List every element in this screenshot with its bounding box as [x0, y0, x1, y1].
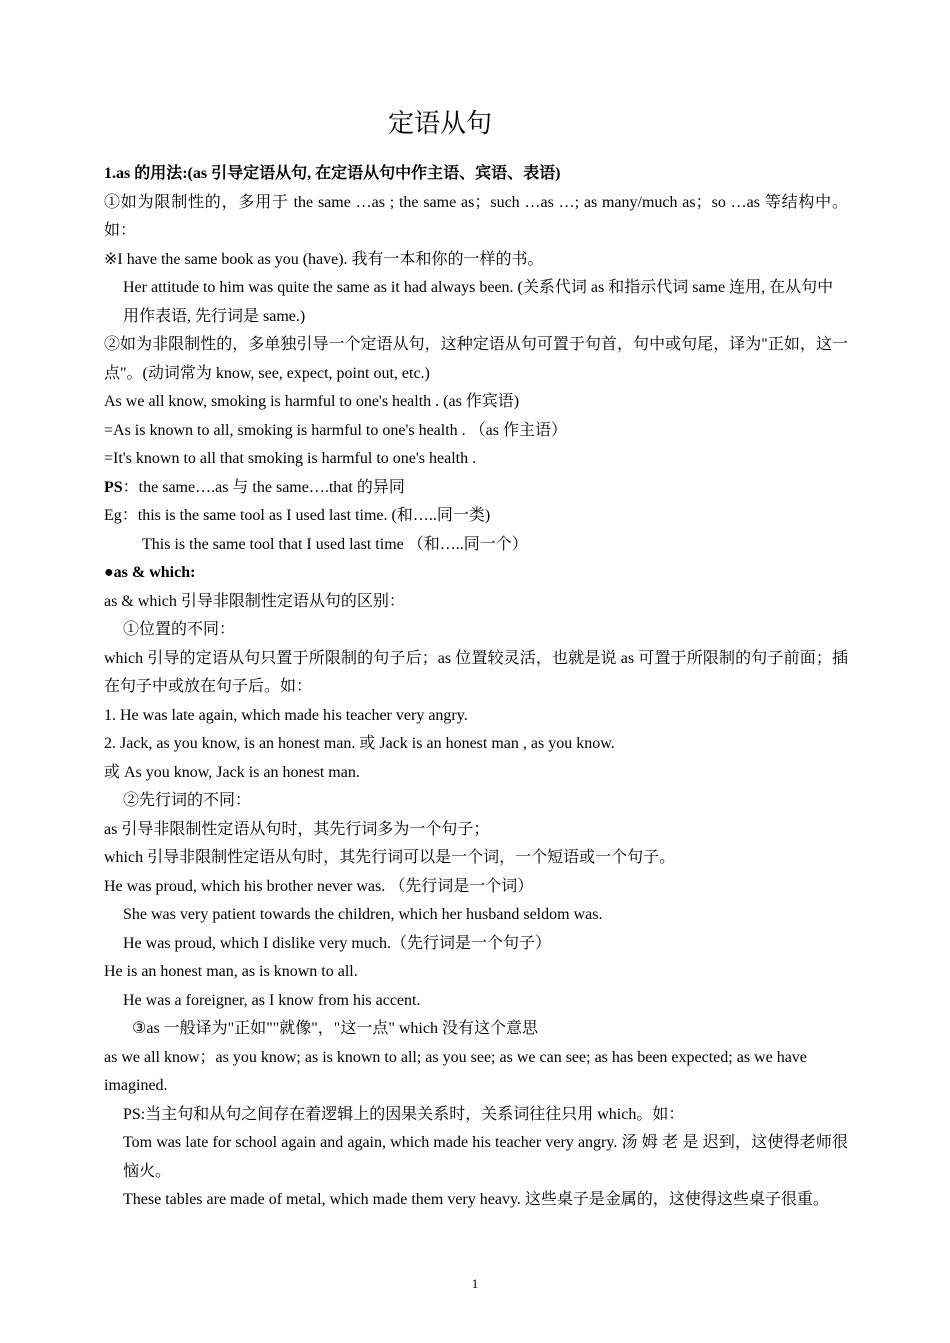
- example-sentence: ※I have the same book as you (have). 我有一本和你的一样的书。: [104, 250, 544, 268]
- paragraph-antecedent-as: as 引导非限制性定语从句时，其先行词多为一个句子；: [104, 820, 490, 838]
- example-sentence-with-note: [104, 274, 848, 331]
- example-sentence: As we all know, smoking is harmful to one's health . (as 作宾语): [104, 393, 520, 410]
- ps-note: [104, 474, 848, 503]
- document-body: [104, 160, 848, 1215]
- example-sentence: He was proud, which I dislike very much.（先行词是一个句子）: [123, 934, 551, 952]
- page-number: 1: [471, 1276, 479, 1291]
- page-title: 定语从句: [387, 109, 492, 138]
- section-heading-as-which: ●as & which:: [104, 564, 196, 581]
- subheading-meaning: ③as 一般译为"正如""就像"，"这一点" which 没有这个意思: [132, 1020, 538, 1037]
- example-sentence: He was a foreigner, as I know from his accent.: [123, 991, 421, 1009]
- example-sentence: =As is known to all, smoking is harmful to one's health . （as 作主语）: [104, 421, 567, 439]
- paragraph-position: which 引导的定语从句只置于所限制的句子后；as 位置较灵活，也就是说 as 可置于所限制的句子前面；插在句子中或放在句子后。如：: [104, 649, 848, 695]
- example-sentence: 或 As you know, Jack is an honest man.: [104, 763, 360, 781]
- example-sentence: He was proud, which his brother never was. （先行词是一个词）: [104, 877, 534, 895]
- example-sentence: This is the same tool that I used last time （和…..同一个）: [142, 535, 528, 553]
- ps-text: ：the same….as 与 the same….that 的异同: [122, 478, 405, 496]
- phrase-list: as we all know；as you know; as is known to all; as you see; as we can see; as has been expected; as we have imagined.: [104, 1048, 807, 1094]
- example-sentence: =It's known to all that smoking is harmful to one's health .: [104, 450, 477, 467]
- paragraph-antecedent-which: which 引导非限制性定语从句时，其先行词可以是一个词，一个短语或一个句子。: [104, 849, 676, 866]
- ps-note-which: PS:当主句和从句之间存在着逻辑上的因果关系时，关系词往往只用 which。如：: [123, 1105, 685, 1123]
- example-sentence: She was very patient towards the children, which her husband seldom was.: [123, 906, 603, 923]
- section-heading-as-usage: 1.as 的用法:(as 引导定语从句, 在定语从句中作主语、宾语、表语): [104, 165, 561, 182]
- example-sentence: Tom was late for school again and again, which made his teacher very angry. 汤 姆 老 是 迟到，这使得老师很恼火。: [123, 1134, 848, 1180]
- subheading-position: ①位置的不同：: [123, 621, 236, 638]
- paragraph-nonrestrictive-as: ②如为非限制性的，多单独引导一个定语从句，这种定语从句可置于句首，句中或句尾，译为"正如，这一点"。(动词常为 know, see, expect, point out, etc.): [104, 336, 848, 382]
- example-sentence: These tables are made of metal, which made them very heavy. 这些桌子是金属的，这使得这些桌子很重。: [123, 1191, 829, 1208]
- example-sentence: 1. He was late again, which made his teacher very angry.: [104, 706, 468, 724]
- example-sentence: 2. Jack, as you know, is an honest man. 或 Jack is an honest man , as you know.: [104, 735, 615, 752]
- example-sentence: He is an honest man, as is known to all.: [104, 963, 358, 980]
- paragraph-restrictive-as: ①如为限制性的，多用于 the same …as ; the same as；such …as …; as many/much as；so …as 等结构中。如：: [104, 193, 848, 239]
- subheading-antecedent: ②先行词的不同：: [123, 792, 252, 809]
- example-text: Her attitude to him was quite the same as it had always been. (关系代词 as 和指示代词 same 连用, 在从句中用作表语, 先行词是 same.): [123, 279, 834, 325]
- ps-label: PS: [104, 478, 123, 496]
- section-intro: as & which 引导非限制性定语从句的区别：: [104, 592, 405, 610]
- example-sentence: Eg：this is the same tool as I used last time. (和…..同一类): [104, 507, 491, 524]
